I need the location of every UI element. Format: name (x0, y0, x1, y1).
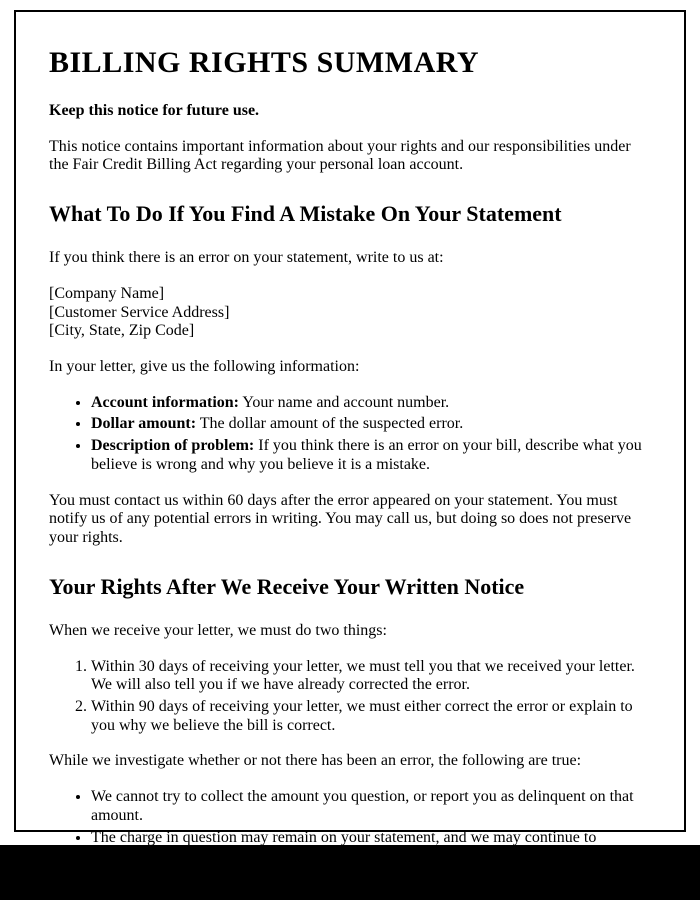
document-title: BILLING RIGHTS SUMMARY (49, 46, 480, 79)
list-item: • We cannot try to collect the amount you question, or report you as delinquent on that amount. (91, 788, 651, 825)
two-things-paragraph: When we receive your letter, we must do two things: (49, 621, 387, 639)
address-line-city: [City, State, Zip Code] (49, 322, 195, 340)
rights-numbered-list (49, 658, 651, 736)
document-border-frame (14, 10, 686, 846)
list-item: • The charge in question may remain on your statement, and we may continue to (91, 829, 651, 848)
investigate-bullet-list (49, 788, 651, 847)
section-rights-heading: Your Rights After We Receive Your Written Notice (49, 573, 525, 599)
info-bullet-list (49, 394, 651, 475)
list-item (91, 415, 651, 434)
write-to-us-paragraph: If you think there is an error on your statement, write to us at: (49, 249, 444, 267)
list-item: 1. Within 30 days of receiving your letter, we must tell you that we received your letter. We will also tell you if we have already corrected the error. (91, 658, 651, 695)
bullet-text: The dollar amount of the suspected error. (196, 415, 464, 433)
address-line-company: [Company Name] (49, 284, 165, 302)
bullet-lead: Description of problem: (91, 437, 255, 455)
list-item: 2. Within 90 days of receiving your letter, we must either correct the error or explain to you why we believe the bill is correct. (91, 698, 651, 735)
bullet-text: If you think there is an error on your bill, describe what you believe is wrong and why you believe it is a mistake. (91, 437, 642, 473)
bullet-lead: Dollar amount: (91, 415, 197, 433)
bullet-text: Your name and account number. (238, 393, 450, 411)
list-item (91, 437, 651, 474)
intro-paragraph: This notice contains important information about your rights and our responsibilities under the Fair Credit Billing Act regarding your personal loan account. (49, 137, 631, 174)
section-mistake-heading: What To Do If You Find A Mistake On Your Statement (49, 201, 562, 227)
bullet-lead: Account information: (91, 393, 239, 411)
address-block (49, 285, 651, 341)
list-item (91, 394, 651, 413)
address-line-service: [Customer Service Address] (49, 303, 230, 321)
letter-info-paragraph: In your letter, give us the following information: (49, 358, 360, 376)
investigate-paragraph: While we investigate whether or not there has been an error, the following are true: (49, 752, 582, 770)
contact-deadline-paragraph: You must contact us within 60 days after the error appeared on your statement. You must notify us of any potential errors in writing. You may call us, but doing so does not preserve your rights. (49, 491, 632, 547)
keep-notice-line: Keep this notice for future use. (49, 102, 260, 119)
